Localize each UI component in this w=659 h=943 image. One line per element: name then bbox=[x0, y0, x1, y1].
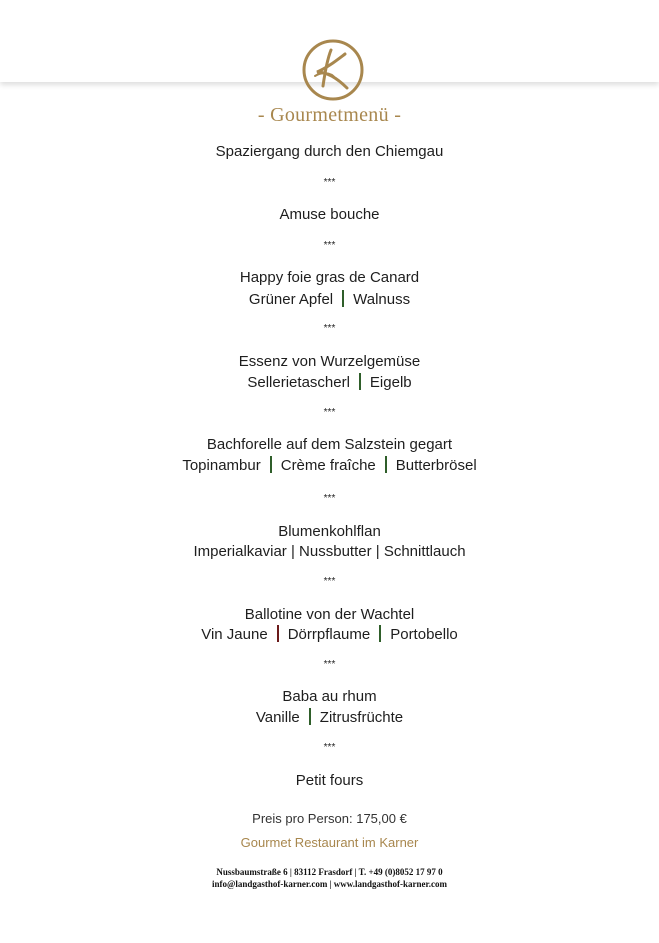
course-detail: Schnittlauch bbox=[383, 543, 466, 560]
divider-bar bbox=[379, 625, 381, 642]
address-block bbox=[0, 866, 659, 890]
course-detail: Eigelb bbox=[369, 374, 412, 391]
course-6-name: Blumenkohlflan bbox=[278, 523, 381, 540]
separator: *** bbox=[323, 240, 336, 251]
restaurant-name: Gourmet Restaurant im Karner bbox=[240, 835, 419, 850]
course-2-name: Amuse bouche bbox=[279, 206, 380, 223]
separator: *** bbox=[323, 659, 336, 670]
course-3-name: Happy foie gras de Canard bbox=[239, 269, 420, 286]
course-detail: Vin Jaune bbox=[201, 626, 268, 643]
contact-line: info@landgasthof-karner.com | www.landgasthof-karner.com bbox=[212, 879, 447, 889]
divider-bar bbox=[342, 290, 344, 307]
course-detail: Crème fraîche bbox=[280, 457, 376, 474]
course-5-details bbox=[0, 456, 659, 475]
divider-bar bbox=[309, 708, 311, 725]
course-detail: Butterbrösel bbox=[395, 457, 477, 474]
course-detail: Topinambur bbox=[182, 457, 261, 474]
course-detail: Nussbutter bbox=[299, 543, 372, 560]
course-1-name: Spaziergang durch den Chiemgau bbox=[215, 143, 444, 160]
separator: *** bbox=[323, 177, 336, 188]
course-detail: Imperialkaviar bbox=[193, 543, 287, 560]
course-detail: Vanille bbox=[255, 709, 300, 726]
address-line: Nussbaumstraße 6 | 83112 Frasdorf | T. +49 (0)8052 17 97 0 bbox=[216, 867, 443, 877]
course-5-name: Bachforelle auf dem Salzstein gegart bbox=[206, 436, 453, 453]
course-detail: Zitrusfrüchte bbox=[319, 709, 404, 726]
separator: *** bbox=[323, 742, 336, 753]
separator: *** bbox=[323, 576, 336, 587]
separator: *** bbox=[323, 323, 336, 334]
menu-title: - Gourmetmenü - bbox=[257, 104, 402, 126]
divider-bar bbox=[277, 625, 279, 642]
separator: *** bbox=[323, 407, 336, 418]
divider-pipe: | bbox=[371, 543, 384, 560]
course-9-name: Petit fours bbox=[295, 772, 364, 789]
karner-logo-icon bbox=[301, 38, 365, 102]
course-detail: Dörrpflaume bbox=[287, 626, 371, 643]
divider-pipe: | bbox=[286, 543, 300, 560]
course-8-details bbox=[0, 708, 659, 727]
course-8-name: Baba au rhum bbox=[282, 688, 377, 705]
course-4-details bbox=[0, 373, 659, 392]
divider-bar bbox=[270, 456, 272, 473]
course-4-name: Essenz von Wurzelgemüse bbox=[238, 353, 421, 370]
course-3-details bbox=[0, 290, 659, 309]
divider-bar bbox=[359, 373, 361, 390]
course-6-details bbox=[0, 543, 659, 561]
course-detail: Portobello bbox=[390, 626, 458, 643]
course-detail: Walnuss bbox=[353, 291, 411, 308]
course-7-name: Ballotine von der Wachtel bbox=[244, 606, 415, 623]
course-detail: Grüner Apfel bbox=[248, 291, 334, 308]
price-per-person: Preis pro Person: 175,00 € bbox=[252, 811, 407, 826]
course-detail: Sellerietascherl bbox=[247, 374, 350, 391]
course-7-details bbox=[0, 625, 659, 644]
separator: *** bbox=[323, 493, 336, 504]
divider-bar bbox=[385, 456, 387, 473]
